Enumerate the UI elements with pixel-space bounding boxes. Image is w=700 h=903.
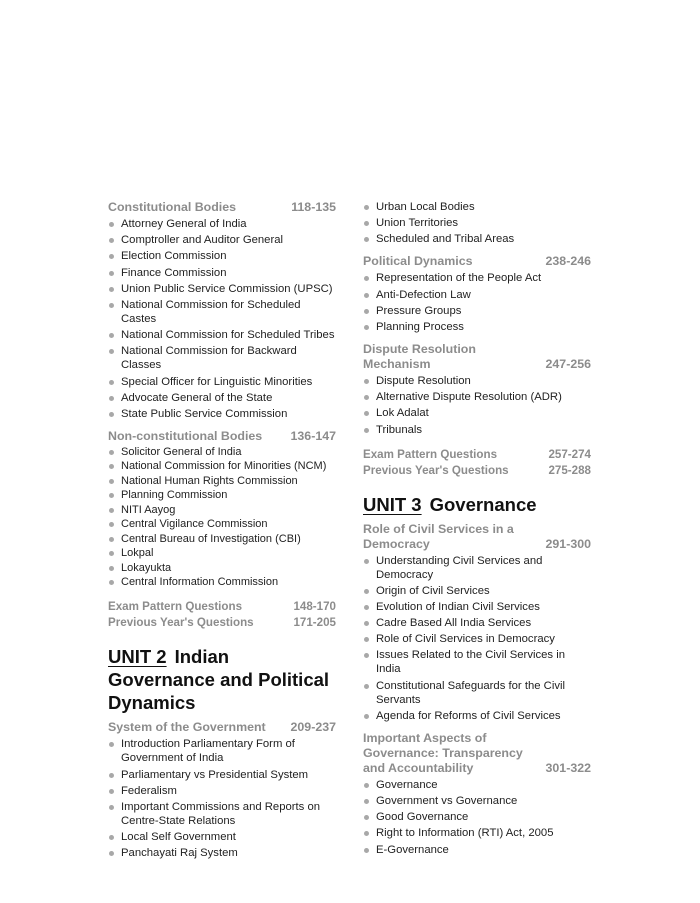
list-item: Union Public Service Commission (UPSC) (108, 282, 336, 296)
section-heading-dispute-resolution (363, 342, 591, 372)
page-range: 301-322 (545, 760, 591, 775)
list-item: National Human Rights Commission (108, 475, 336, 488)
list-item: Dispute Resolution (363, 374, 591, 388)
page-range: 118-135 (291, 200, 336, 214)
unit-2-heading (108, 645, 336, 714)
list-item: National Commission for Scheduled Castes (108, 298, 336, 326)
section-heading-political-dynamics (363, 254, 591, 269)
exam-questions-block (108, 599, 336, 631)
page-range: 291-300 (545, 536, 591, 551)
list-item: Evolution of Indian Civil Services (363, 600, 591, 614)
system-of-government-list (108, 737, 336, 860)
section-heading-system-of-government (108, 720, 336, 735)
section-heading-governance-aspects (363, 731, 591, 776)
list-item: Pressure Groups (363, 304, 591, 318)
list-item: National Commission for Backward Classes (108, 344, 336, 372)
previous-year-label: Previous Year's Questions (363, 463, 509, 477)
unit-number: UNIT 2 (108, 646, 167, 668)
continued-list (363, 200, 591, 246)
section-title: Important Aspects of Governance: Transparency and Accountability (363, 730, 523, 775)
civil-services-list (363, 554, 591, 723)
list-item: Constitutional Safeguards for the Civil Servants (363, 679, 591, 707)
exam-pattern-row (108, 599, 336, 615)
list-item: Finance Commission (108, 266, 336, 280)
section-title: Constitutional Bodies (108, 200, 237, 214)
list-item: Anti-Defection Law (363, 288, 591, 302)
page-range: 148-170 (293, 600, 336, 614)
list-item: E-Governance (363, 843, 591, 857)
page-range: 171-205 (293, 616, 336, 630)
constitutional-bodies-list (108, 217, 336, 421)
list-item: Union Territories (363, 216, 591, 230)
list-item: Central Bureau of Investigation (CBI) (108, 533, 336, 546)
list-item: Advocate General of the State (108, 391, 336, 405)
list-item: Role of Civil Services in Democracy (363, 632, 591, 646)
page-range: 136-147 (290, 428, 336, 443)
list-item: Planning Commission (108, 489, 336, 502)
list-item: Parliamentary vs Presidential System (108, 768, 336, 782)
list-item: Introduction Parliamentary Form of Government of India (108, 737, 336, 765)
section-title: System of the Government (108, 720, 266, 735)
list-item: Origin of Civil Services (363, 584, 591, 598)
unit-3-heading (363, 493, 591, 516)
section-title: Non-constitutional Bodies (108, 428, 263, 443)
page-range: 275-288 (548, 463, 591, 477)
list-item: Agenda for Reforms of Civil Services (363, 709, 591, 723)
list-item: Lokpal (108, 547, 336, 560)
list-item: Lok Adalat (363, 406, 591, 420)
list-item: NITI Aayog (108, 504, 336, 517)
list-item: Cadre Based All India Services (363, 616, 591, 630)
list-item: Right to Information (RTI) Act, 2005 (363, 826, 591, 840)
list-item: State Public Service Commission (108, 407, 336, 421)
list-item: Tribunals (363, 423, 591, 437)
previous-year-label: Previous Year's Questions (108, 616, 254, 630)
list-item: Special Officer for Linguistic Minorities (108, 375, 336, 389)
section-title: Political Dynamics (363, 254, 473, 269)
list-item: Government vs Governance (363, 794, 591, 808)
left-column (108, 200, 336, 863)
section-title: Role of Civil Services in a Democracy (363, 521, 514, 551)
list-item: Panchayati Raj System (108, 846, 336, 860)
list-item: Urban Local Bodies (363, 200, 591, 214)
right-column (363, 200, 591, 859)
exam-pattern-label: Exam Pattern Questions (108, 600, 243, 614)
previous-year-row (108, 615, 336, 631)
list-item: Scheduled and Tribal Areas (363, 232, 591, 246)
non-constitutional-bodies-list (108, 446, 336, 590)
list-item: Election Commission (108, 249, 336, 263)
list-item: Issues Related to the Civil Services in India (363, 648, 591, 676)
list-item: Comptroller and Auditor General (108, 233, 336, 247)
section-title: Dispute Resolution Mechanism (363, 341, 476, 371)
list-item: Planning Process (363, 320, 591, 334)
list-item: Central Vigilance Commission (108, 518, 336, 531)
exam-pattern-label: Exam Pattern Questions (363, 447, 498, 461)
unit-title: Indian Governance and Political Dynamics (108, 646, 330, 714)
list-item: Alternative Dispute Resolution (ADR) (363, 390, 591, 404)
exam-questions-block (363, 447, 591, 479)
section-heading-non-constitutional-bodies (108, 429, 336, 444)
page-range: 238-246 (545, 254, 591, 269)
list-item: Solicitor General of India (108, 446, 336, 459)
list-item: Local Self Government (108, 830, 336, 844)
section-heading-constitutional-bodies (108, 200, 336, 215)
exam-pattern-row (363, 447, 591, 463)
page-range: 209-237 (290, 720, 336, 735)
page-range: 257-274 (548, 447, 591, 461)
unit-title: Governance (429, 493, 537, 515)
dispute-resolution-list (363, 374, 591, 437)
list-item: Governance (363, 778, 591, 792)
page-range: 247-256 (545, 356, 591, 371)
governance-aspects-list (363, 778, 591, 857)
previous-year-row (363, 463, 591, 479)
list-item: Lokayukta (108, 562, 336, 575)
list-item: Important Commissions and Reports on Centre-State Relations (108, 800, 336, 828)
list-item: Understanding Civil Services and Democracy (363, 554, 591, 582)
political-dynamics-list (363, 271, 591, 334)
unit-number: UNIT 3 (363, 493, 422, 515)
list-item: Good Governance (363, 810, 591, 824)
list-item: Attorney General of India (108, 217, 336, 231)
list-item: Representation of the People Act (363, 271, 591, 285)
list-item: National Commission for Scheduled Tribes (108, 328, 336, 342)
list-item: National Commission for Minorities (NCM) (108, 460, 336, 473)
section-heading-civil-services (363, 522, 591, 552)
list-item: Federalism (108, 784, 336, 798)
list-item: Central Information Commission (108, 576, 336, 589)
